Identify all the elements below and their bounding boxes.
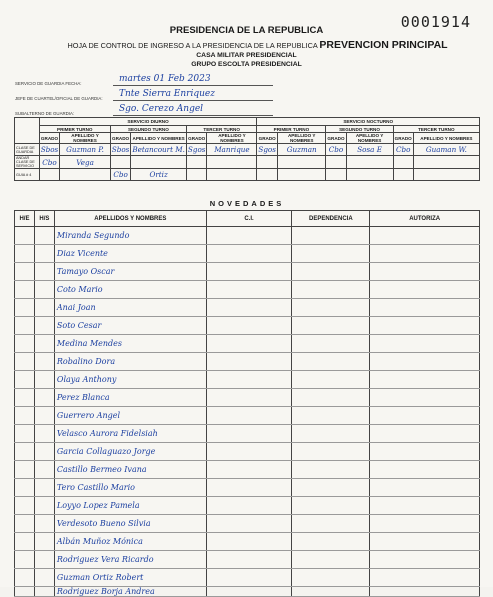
cell-dependencia[interactable] [292,407,370,425]
cell-dependencia[interactable] [292,245,370,263]
cell-he[interactable] [15,263,35,281]
cell-dependencia[interactable] [292,371,370,389]
cell-ci[interactable] [206,425,292,443]
service-cell-nombre[interactable]: Sosa E [346,144,393,156]
visitor-name[interactable]: Soto Cesar [54,317,206,335]
cell-he[interactable] [15,479,35,497]
cell-dependencia[interactable] [292,335,370,353]
cell-he[interactable] [15,425,35,443]
cell-ci[interactable] [206,479,292,497]
visitor-name[interactable]: Albán Muñoz Mónica [54,533,206,551]
table-row [15,425,480,443]
service-row [15,144,480,156]
cell-hs[interactable] [34,569,54,587]
visitor-name[interactable]: Diaz Vicente [54,245,206,263]
cell-ci[interactable] [206,299,292,317]
cell-dependencia[interactable] [292,353,370,371]
sub-apellidos: APELLIDO Y NOMBRES [60,133,111,144]
field-value-jefe[interactable]: Tnte Sierra Enriquez [119,89,215,99]
cell-he[interactable] [15,515,35,533]
service-cell-grado[interactable]: Cbo [39,156,60,169]
cell-dependencia[interactable] [292,569,370,587]
cell-dependencia[interactable] [292,461,370,479]
service-cell-nombre[interactable] [60,169,111,181]
document-title: PRESIDENCIA DE LA REPUBLICA [169,25,324,36]
visitor-name[interactable]: Anai Joan [54,299,206,317]
service-cell-nombre[interactable] [277,169,325,181]
table-row [15,263,480,281]
cell-ci[interactable] [206,551,292,569]
turno-header: PRIMER TURNO [39,126,110,133]
cell-hs[interactable] [34,245,54,263]
cell-ci[interactable] [206,497,292,515]
cell-ci[interactable] [206,389,292,407]
cell-autoriza[interactable] [370,569,480,587]
cell-he[interactable] [15,353,35,371]
turno-header: TERCER TURNO [393,126,479,133]
visitor-name[interactable]: Perez Blanca [54,389,206,407]
cell-he[interactable] [15,533,35,551]
sub-apellidos: APELLIDO Y NOMBRES [207,133,257,144]
cell-autoriza[interactable] [370,317,480,335]
service-cell-grado[interactable] [393,169,413,181]
cell-dependencia[interactable] [292,299,370,317]
service-corner [15,118,40,144]
field-rule [113,100,273,101]
cell-autoriza[interactable] [370,443,480,461]
cell-he[interactable] [15,497,35,515]
cell-dependencia[interactable] [292,443,370,461]
cell-he[interactable] [15,569,35,587]
service-table [14,117,480,181]
cell-autoriza[interactable] [370,371,480,389]
cell-hs[interactable] [34,479,54,497]
novedades-title: NOVEDADES [209,199,285,208]
service-cell-nombre[interactable]: Ortiz [131,169,187,181]
service-cell-nombre[interactable]: Vega [60,156,111,169]
visitor-name[interactable]: Guerrero Angel [54,407,206,425]
service-cell-nombre[interactable] [346,169,393,181]
cell-he[interactable] [15,227,35,245]
sub-apellidos: APELLIDO Y NOMBRES [346,133,393,144]
cell-autoriza[interactable] [370,479,480,497]
cell-ci[interactable] [206,371,292,389]
service-cell-grado[interactable]: Sgos [187,145,206,154]
service-cell-grado[interactable] [110,156,131,169]
service-cell-nombre[interactable]: Guzman P. [60,144,111,156]
service-cell-grado[interactable] [186,169,207,181]
cell-ci[interactable] [206,281,292,299]
service-cell-grado[interactable]: Cbo [393,144,413,156]
sub-grado: GRADO [393,133,413,144]
field-rule [113,85,273,86]
cell-hs[interactable] [34,515,54,533]
cell-dependencia[interactable] [292,497,370,515]
turno-header: SEGUNDO TURNO [326,126,393,133]
service-cell-nombre[interactable] [413,169,479,181]
service-row-label: GUIA # 4 [15,169,40,181]
table-row [15,407,480,425]
cell-autoriza[interactable] [370,245,480,263]
cell-dependencia[interactable] [292,515,370,533]
cell-he[interactable] [15,299,35,317]
cell-ci[interactable] [206,245,292,263]
cell-hs[interactable] [34,371,54,389]
service-cell-nombre[interactable] [413,156,479,169]
service-cell-grado[interactable]: Sbos [111,145,130,154]
cell-ci[interactable] [206,515,292,533]
table-row [15,299,480,317]
field-value-subalterno[interactable]: Sgo. Cerezo Angel [119,104,204,114]
visitor-name[interactable]: Castillo Bermeo Ivana [54,461,206,479]
cell-he[interactable] [15,335,35,353]
table-row [15,497,480,515]
visitor-name[interactable]: Garcia Collaguazo Jorge [54,443,206,461]
visitor-name[interactable]: Verdesoto Bueno Silvia [54,515,206,533]
cell-autoriza[interactable] [370,497,480,515]
cell-hs[interactable] [34,443,54,461]
service-row [15,156,480,169]
cell-he[interactable] [15,443,35,461]
cell-dependencia[interactable] [292,263,370,281]
cell-hs[interactable] [34,227,54,245]
novedades-table [14,210,480,597]
cell-autoriza[interactable] [370,515,480,533]
sub-apellidos: APELLIDO Y NOMBRES [277,133,325,144]
table-cell[interactable] [292,587,370,597]
cell-ci[interactable] [206,533,292,551]
cell-dependencia[interactable] [292,425,370,443]
service-cell-nombre[interactable] [346,156,393,169]
table-row [15,587,480,597]
cell-hs[interactable] [34,317,54,335]
service-cell-grado[interactable]: Cbo [110,169,131,181]
cell-autoriza[interactable] [370,551,480,569]
cell-autoriza[interactable] [370,389,480,407]
cell-hs[interactable] [34,425,54,443]
table-row [15,461,480,479]
table-row [15,281,480,299]
cell-autoriza[interactable] [370,461,480,479]
cell-hs[interactable] [34,551,54,569]
cell-autoriza[interactable] [370,425,480,443]
table-row [15,515,480,533]
service-nocturno-header: SERVICIO NOCTURNO [257,118,480,126]
col-autoriza: AUTORIZA [370,211,480,227]
service-cell-grado[interactable] [393,156,413,169]
cell-dependencia[interactable] [292,281,370,299]
service-cell-grado[interactable]: Sgos [258,145,276,154]
service-cell-grado[interactable] [186,156,207,169]
service-row-label: ANDAR CLASE DE SERVICIO [15,156,40,169]
service-row [15,169,480,181]
cell-hs[interactable] [34,299,54,317]
subtitle-bold: PREVENCION PRINCIPAL [319,39,448,51]
cell-ci[interactable] [206,263,292,281]
visitor-name[interactable]: Coto Mario [54,281,206,299]
service-cell-grado[interactable] [39,169,60,181]
cell-he[interactable] [15,389,35,407]
service-cell-grado[interactable]: Sbos [40,145,59,154]
sub-grado: GRADO [186,133,207,144]
table-row [15,389,480,407]
document-subtitle [0,39,493,51]
cell-hs[interactable] [34,497,54,515]
table-row [15,569,480,587]
cell-dependencia[interactable] [292,317,370,335]
cell-he[interactable] [15,245,35,263]
cell-autoriza[interactable] [370,299,480,317]
table-row [15,443,480,461]
table-row [15,353,480,371]
cell-dependencia[interactable] [292,533,370,551]
service-cell-grado[interactable] [257,169,278,181]
cell-hs[interactable] [34,335,54,353]
table-row [15,245,480,263]
sub-apellidos: APELLIDO Y NOMBRES [131,133,187,144]
table-row [15,533,480,551]
cell-hs[interactable] [34,263,54,281]
turno-header: PRIMER TURNO [257,126,326,133]
table-row [15,479,480,497]
visitor-name[interactable]: Guzman Ortiz Robert [54,569,206,587]
cell-autoriza[interactable] [370,281,480,299]
col-hs: H/S [34,211,54,227]
cell-hs[interactable] [34,533,54,551]
visitor-name[interactable]: Rodriguez Borja Andrea [54,587,206,597]
cell-ci[interactable] [206,335,292,353]
visitor-name[interactable]: Rodriguez Vera Ricardo [54,551,206,569]
cell-autoriza[interactable] [370,227,480,245]
document-number: 0001914 [400,13,471,31]
header-line-3: CASA MILITAR PRESIDENCIAL [196,52,297,59]
sub-grado: GRADO [39,133,60,144]
service-cell-nombre[interactable] [131,156,187,169]
cell-hs[interactable] [34,407,54,425]
col-apellidos: APELLIDOS Y NOMBRES [54,211,206,227]
visitor-name[interactable]: Robalino Dora [54,353,206,371]
service-cell-nombre[interactable]: Betancourt M. [132,145,185,154]
header-line-4: GRUPO ESCOLTA PRESIDENCIAL [191,61,302,68]
sub-apellidos: APELLIDO Y NOMBRES [413,133,479,144]
cell-he[interactable] [15,317,35,335]
table-cell[interactable] [15,587,35,597]
cell-dependencia[interactable] [292,551,370,569]
turno-header: TERCER TURNO [186,126,256,133]
service-cell-grado[interactable] [326,169,346,181]
service-cell-grado[interactable]: Cbo [326,144,346,156]
sub-grado: GRADO [110,133,131,144]
visitor-name[interactable]: Medina Mendes [54,335,206,353]
sub-grado: GRADO [257,133,278,144]
cell-hs[interactable] [34,389,54,407]
cell-hs[interactable] [34,461,54,479]
service-row-label: CLASE DE GUARDIA [15,144,40,156]
service-cell-nombre[interactable] [277,156,325,169]
table-row [15,335,480,353]
cell-ci[interactable] [206,443,292,461]
cell-he[interactable] [15,281,35,299]
cell-ci[interactable] [206,461,292,479]
col-ci: C.I. [206,211,292,227]
service-cell-nombre[interactable]: Manrique [207,144,257,156]
cell-hs[interactable] [34,353,54,371]
cell-ci[interactable] [206,353,292,371]
cell-ci[interactable] [206,227,292,245]
visitor-name[interactable]: Tero Castillo Mario [54,479,206,497]
cell-he[interactable] [15,551,35,569]
cell-dependencia[interactable] [292,227,370,245]
field-label-subalterno: SUBALTERNO DE GUARDIA: [15,111,75,116]
subheader-row [15,133,480,144]
service-cell-grado[interactable] [326,156,346,169]
table-cell[interactable] [206,587,292,597]
table-row [15,551,480,569]
table-row [15,371,480,389]
cell-ci[interactable] [206,407,292,425]
visitor-name[interactable]: Miranda Segundo [54,227,206,245]
service-diurno-header: SERVICIO DIURNO [39,118,257,126]
cell-autoriza[interactable] [370,533,480,551]
table-row [15,317,480,335]
service-cell-nombre[interactable]: Guaman W. [413,144,479,156]
field-label-jefe: JEFE DE CUARTEL/OFICIAL DE GUARDIA: [15,96,103,101]
cell-autoriza[interactable] [370,353,480,371]
turno-header: SEGUNDO TURNO [110,126,186,133]
visitor-name[interactable]: Loyyo Lopez Pamela [54,497,206,515]
cell-dependencia[interactable] [292,389,370,407]
cell-ci[interactable] [206,317,292,335]
sub-grado: GRADO [326,133,346,144]
cell-ci[interactable] [206,569,292,587]
field-rule [113,115,273,116]
col-dependencia: DEPENDENCIA [292,211,370,227]
visitor-name[interactable]: Velasco Aurora Fidelsiah [54,425,206,443]
visitor-name[interactable]: Olaya Anthony [54,371,206,389]
service-cell-nombre[interactable] [207,169,257,181]
visitor-name[interactable]: Tamayo Oscar [54,263,206,281]
table-cell[interactable] [34,587,54,597]
table-row [15,227,480,245]
col-he: H/E [15,211,35,227]
table-cell[interactable] [370,587,480,597]
cell-hs[interactable] [34,281,54,299]
service-cell-nombre[interactable]: Guzman [277,144,325,156]
cell-autoriza[interactable] [370,407,480,425]
cell-dependencia[interactable] [292,479,370,497]
subtitle-prefix: HOJA DE CONTROL DE INGRESO A LA PRESIDENCIA DE LA REPUBLICA [67,41,318,50]
cell-autoriza[interactable] [370,263,480,281]
cell-he[interactable] [15,371,35,389]
field-value-fecha[interactable]: martes 01 Feb 2023 [119,74,211,84]
field-label-fecha: SERVICIO DE GUARDIA FECHA: [15,81,82,86]
cell-he[interactable] [15,461,35,479]
cell-he[interactable] [15,407,35,425]
service-cell-nombre[interactable] [207,156,257,169]
cell-autoriza[interactable] [370,335,480,353]
service-cell-grado[interactable] [257,156,278,169]
